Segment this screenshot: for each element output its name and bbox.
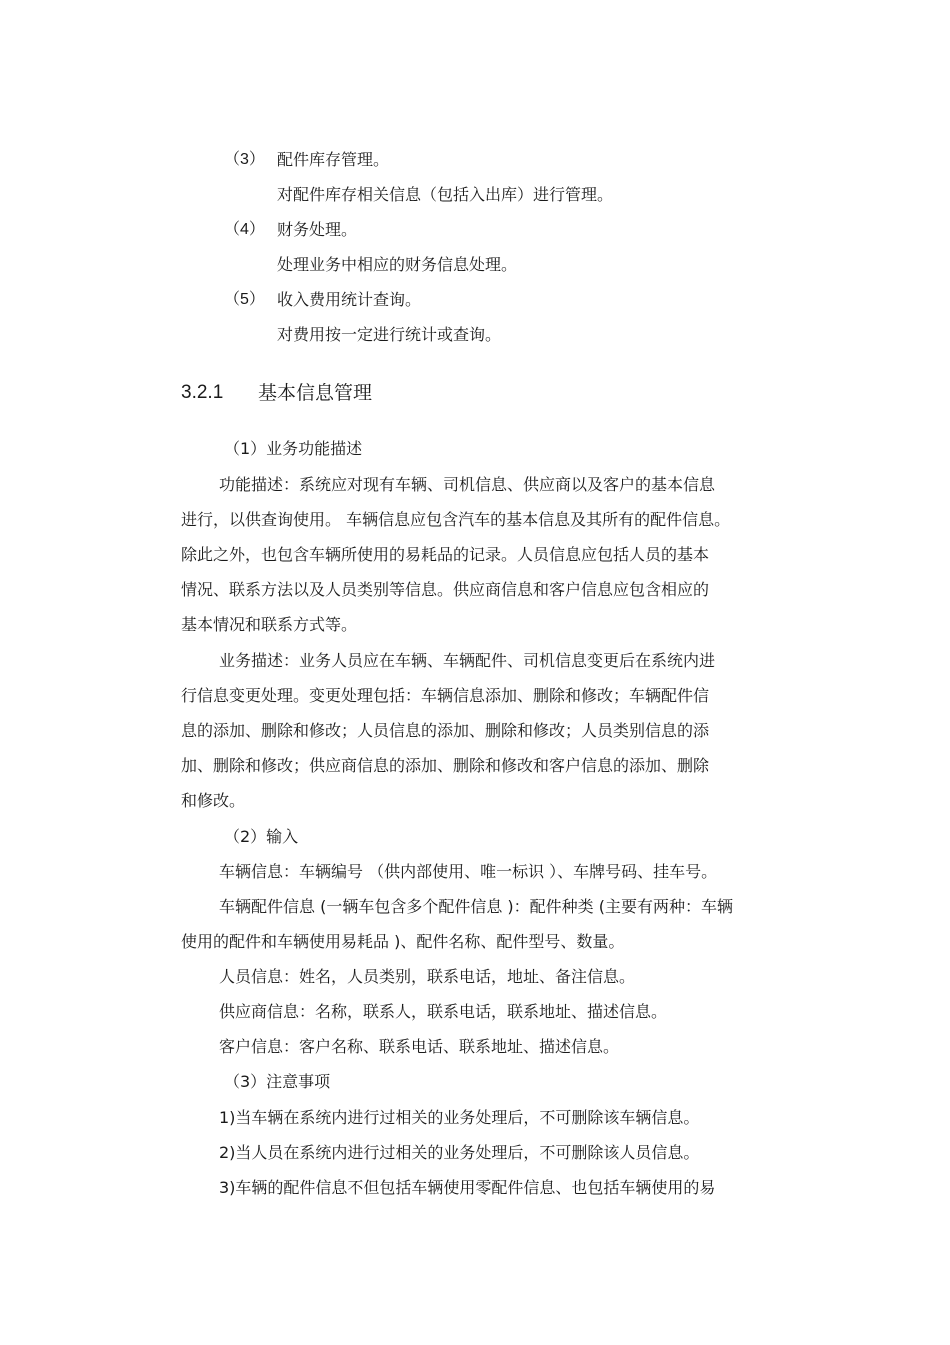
note-item: 1)当车辆在系统内进行过相关的业务处理后，不可删除该车辆信息。 — [219, 1108, 700, 1127]
paragraph-line: 基本情况和联系方式等。 — [181, 615, 358, 634]
paragraph-line: 功能描述：系统应对现有车辆、司机信息、供应商以及客户的基本信息 — [219, 475, 716, 494]
paragraph-line: 情况、联系方法以及人员类别等信息。供应商信息和客户信息应包含相应的 — [181, 580, 710, 599]
paragraph-line: 除此之外，也包含车辆所使用的易耗品的记录。人员信息应包括人员的基本 — [181, 545, 710, 564]
list-item-title: 收入费用统计查询。 — [277, 290, 422, 309]
note-item: 2)当人员在系统内进行过相关的业务处理后，不可删除该人员信息。 — [219, 1143, 700, 1162]
paragraph-line: 车辆信息：车辆编号 （供内部使用、唯一标识 ）、车牌号码、挂车号。 — [219, 862, 718, 881]
list-item-number: （5） — [224, 291, 265, 308]
section-title: 基本信息管理 — [258, 382, 373, 404]
paragraph-line: 使用的配件和车辆使用易耗品 )、配件名称、配件型号、数量。 — [181, 932, 625, 951]
subsection-heading: （1）业务功能描述 — [224, 439, 363, 458]
paragraph-line: 息的添加、删除和修改；人员信息的添加、删除和修改；人员类别信息的添 — [181, 721, 710, 740]
list-item-number: （3） — [224, 151, 265, 168]
paragraph-line: 业务描述：业务人员应在车辆、车辆配件、司机信息变更后在系统内进 — [219, 651, 716, 670]
paragraph-line: 加、删除和修改；供应商信息的添加、删除和修改和客户信息的添加、删除 — [181, 756, 710, 775]
list-item-number: （4） — [224, 221, 265, 238]
paragraph-line: 供应商信息：名称，联系人，联系电话，联系地址、描述信息。 — [219, 1002, 668, 1021]
note-item: 3)车辆的配件信息不但包括车辆使用零配件信息、也包括车辆使用的易 — [219, 1178, 716, 1197]
list-item-title: 财务处理。 — [277, 220, 358, 239]
subsection-heading: （2）输入 — [224, 827, 299, 846]
paragraph-line: 行信息变更处理。变更处理包括：车辆信息添加、删除和修改；车辆配件信 — [181, 686, 710, 705]
section-number: 3.2.1 — [181, 382, 224, 403]
list-item-description: 处理业务中相应的财务信息处理。 — [277, 255, 518, 274]
paragraph-line: 进行，以供查询使用。 车辆信息应包含汽车的基本信息及其所有的配件信息。 — [181, 510, 731, 529]
list-item-description: 对费用按一定进行统计或查询。 — [277, 325, 502, 344]
paragraph-line: 人员信息：姓名，人员类别，联系电话，地址、备注信息。 — [219, 967, 636, 986]
subsection-heading: （3）注意事项 — [224, 1072, 331, 1091]
paragraph-line: 车辆配件信息 (一辆车包含多个配件信息 )：配件种类 (主要有两种：车辆 — [219, 897, 733, 916]
paragraph-line: 和修改。 — [181, 791, 246, 810]
list-item-title: 配件库存管理。 — [277, 150, 390, 169]
list-item-description: 对配件库存相关信息（包括入出库）进行管理。 — [277, 185, 614, 204]
paragraph-line: 客户信息：客户名称、联系电话、联系地址、描述信息。 — [219, 1037, 620, 1056]
